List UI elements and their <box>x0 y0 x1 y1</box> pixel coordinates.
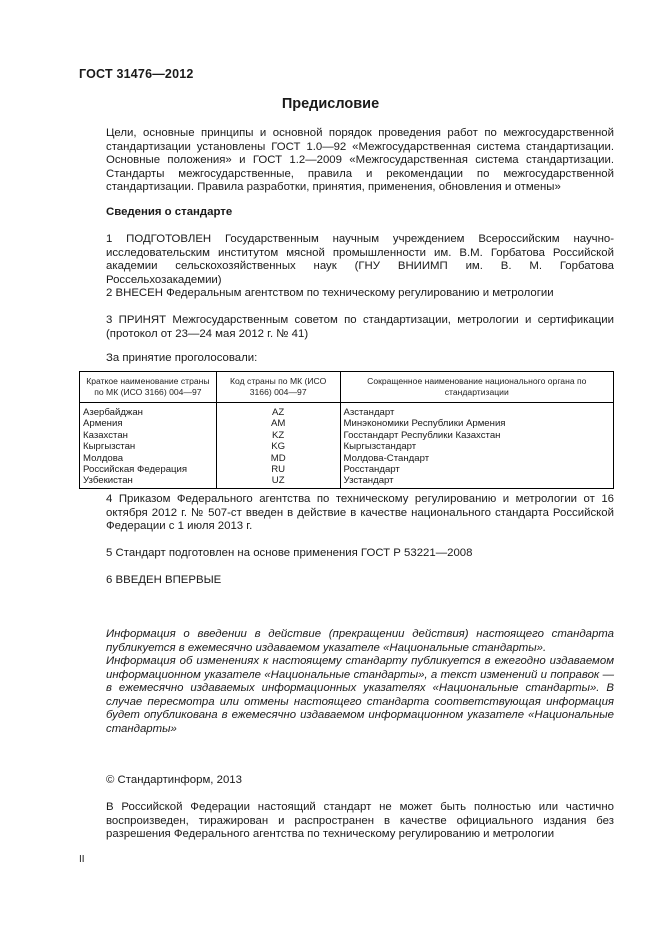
cell-code: KG <box>216 441 340 452</box>
item-4-text: 4 Приказом Федерального агентства по техническому регулированию и метрологии от 16 октября 2012 г. № 507-ст введен в действие в качестве национального стандарта Российской Федерации с 1 июля 2013 г. <box>106 493 614 533</box>
header-country-name: Краткое наименование страны по МК (ИСО 3166) 004—97 <box>80 372 217 403</box>
item-2: 2 ВНЕСЕН Федеральным агентством по техническому регулированию и метрологии <box>106 287 554 299</box>
table-row <box>80 464 614 475</box>
cell-country: Кыргызстан <box>80 441 217 452</box>
table-row <box>80 403 614 419</box>
info-changes-text: Информация об изменениях к настоящему стандарту публикуется в ежегодно издаваемом информационном указателе «Национальные стандарты», а текст изменений и поправок — в ежемесячно издаваемых информационных указателях «Национальные стандарты». В случае пересмотра или отмены настоящего стандарта соответствующая информация будет опубликована в ежемесячно издаваемом информационном указателе «Национальные стандарты» <box>106 655 614 735</box>
voted-label: За принятие проголосовали: <box>106 352 258 364</box>
item-3-text: 3 ПРИНЯТ Межгосударственным советом по стандартизации, метрологии и сертификации (протокол от 23—24 мая 2012 г. № 41) <box>106 314 614 340</box>
cell-body: Узстандарт <box>340 475 613 488</box>
cell-code: AM <box>216 418 340 429</box>
document-code: ГОСТ 31476—2012 <box>79 67 194 81</box>
item-3 <box>79 314 614 341</box>
table-row <box>80 441 614 452</box>
cell-body: Росстандарт <box>340 464 613 475</box>
cell-country: Азербайджан <box>80 403 217 419</box>
item-4 <box>79 493 614 534</box>
cell-body: Молдова-Стандарт <box>340 453 613 464</box>
cell-country: Армения <box>80 418 217 429</box>
page-title: Предисловие <box>281 96 380 112</box>
copyright: © Стандартинформ, 2013 <box>106 774 242 786</box>
info-changes <box>79 655 614 737</box>
item-5: 5 Стандарт подготовлен на основе применения ГОСТ Р 53221—2008 <box>106 547 473 559</box>
cell-country: Молдова <box>80 453 217 464</box>
header-country-code: Код страны по МК (ИСО 3166) 004—97 <box>216 372 340 403</box>
cell-code: RU <box>216 464 340 475</box>
header-standards-body: Сокращенное наименование национального органа по стандартизации <box>340 372 613 403</box>
intro-text: Цели, основные принципы и основной порядок проведения работ по межгосударственной стандартизации установлены ГОСТ 1.0—92 «Межгосударственная система стандартизации. Основные положения» и ГОСТ 1.2—2009 «Межгосударственная система стандартизации. Стандарты межгосударственные, правила и рекомендации по межгосударственной стандартизации. Правила разработки, принятия, применения, обновления и отмены» <box>106 127 614 194</box>
section-title: Сведения о стандарте <box>106 206 233 218</box>
cell-country: Казахстан <box>80 430 217 441</box>
cell-code: AZ <box>216 403 340 419</box>
cell-code: KZ <box>216 430 340 441</box>
table-row <box>80 418 614 429</box>
cell-country: Узбекистан <box>80 475 217 488</box>
legal-notice <box>79 801 614 842</box>
cell-body: Кыргызстандарт <box>340 441 613 452</box>
table-row <box>80 430 614 441</box>
item-6: 6 ВВЕДЕН ВПЕРВЫЕ <box>106 574 222 586</box>
table-row <box>80 475 614 488</box>
info-introduction <box>79 628 614 655</box>
table-header-row <box>80 372 614 403</box>
voting-table <box>79 371 614 489</box>
cell-country: Российская Федерация <box>80 464 217 475</box>
page-number: II <box>79 854 85 865</box>
item-1-text: 1 ПОДГОТОВЛЕН Государственным научным учреждением Всероссийским научно-исследовательским институтом мясной промышленности им. В.М. Горбатова Российской академии сельскохозяйственных наук (ГНУ ВНИИМП им. В. М. Горбатова Россельхозакадемии) <box>106 233 614 286</box>
item-1 <box>79 233 614 287</box>
cell-code: UZ <box>216 475 340 488</box>
intro-paragraph <box>79 127 614 195</box>
cell-body: Азстандарт <box>340 403 613 419</box>
cell-code: MD <box>216 453 340 464</box>
cell-body: Госстандарт Республики Казахстан <box>340 430 613 441</box>
cell-body: Минэкономики Республики Армения <box>340 418 613 429</box>
legal-notice-text: В Российской Федерации настоящий стандарт не может быть полностью или частично воспроизведен, тиражирован и распространен в качестве официального издания без разрешения Федерального агентства по техническому регулированию и метрологии <box>106 801 614 841</box>
info-introduction-text: Информация о введении в действие (прекращении действия) настоящего стандарта публикуется в ежемесячно издаваемом указателе «Национальные стандарты». <box>106 628 614 654</box>
table-row <box>80 453 614 464</box>
